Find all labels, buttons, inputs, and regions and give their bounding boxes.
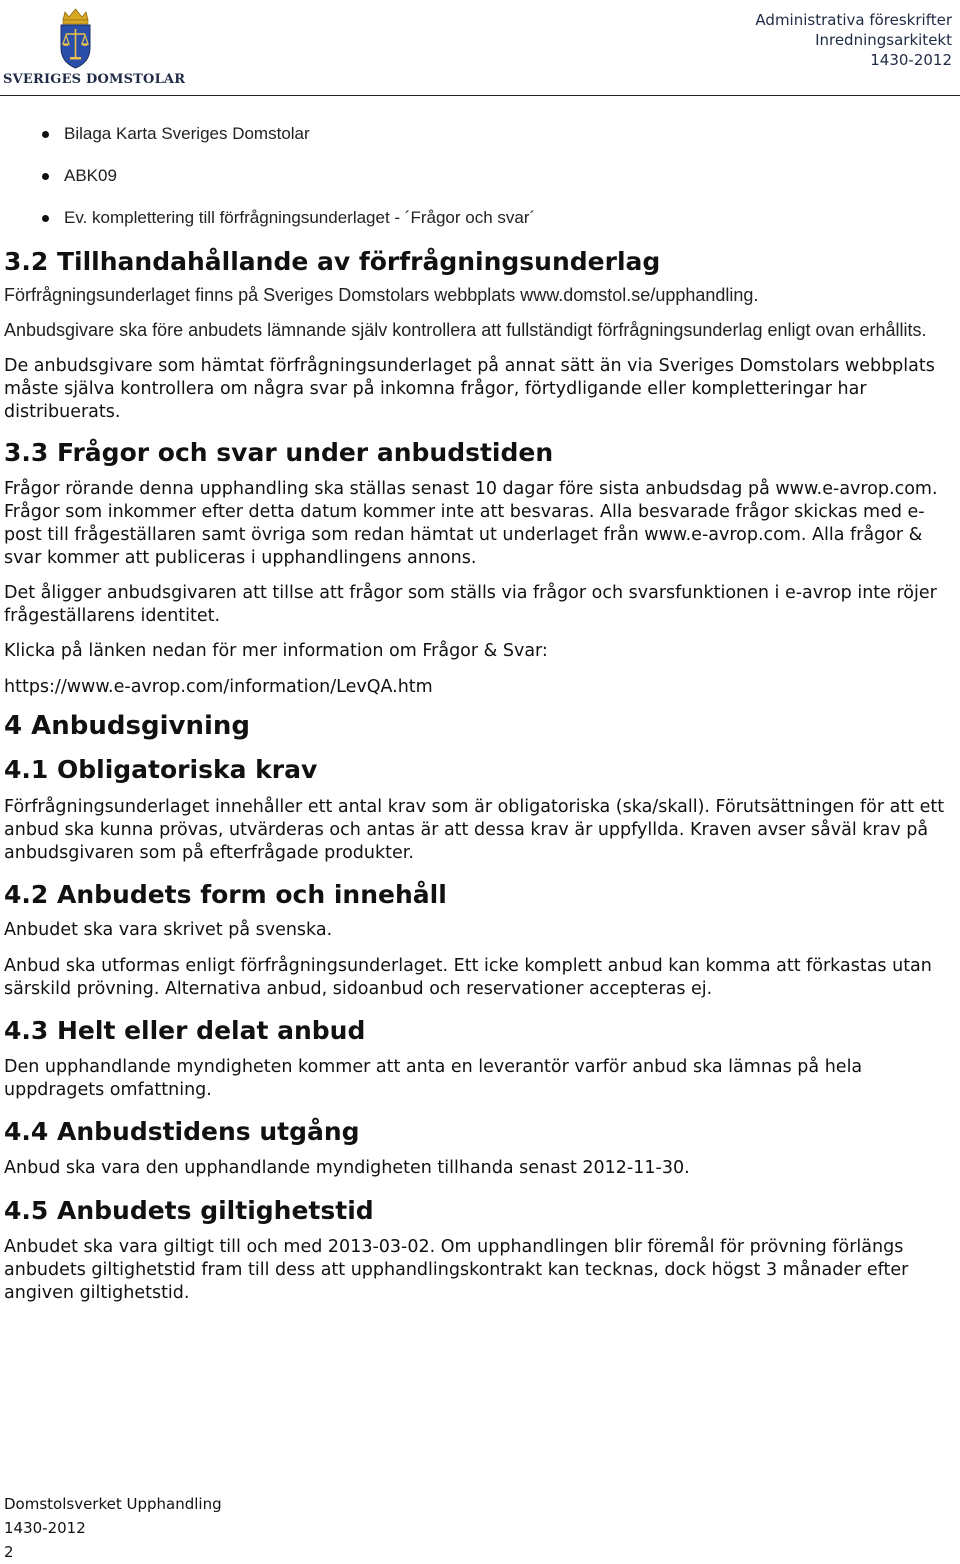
section-heading-3-3: 3.3 Frågor och svar under anbudstiden [4, 438, 554, 467]
attachment-list [38, 122, 535, 248]
paragraph: Förfrågningsunderlaget finns på Sveriges Domstolars webbplats www.domstol.se/upphandling. [4, 285, 759, 305]
header-divider [0, 95, 960, 96]
paragraph: Den upphandlande myndigheten kommer att anta en leverantör varför anbud ska lämnas på hela uppdragets omfattning. [4, 1057, 863, 1100]
coat-of-arms-icon [3, 6, 148, 72]
paragraph: Anbudet ska vara giltigt till och med 2013-03-02. Om upphandlingen blir föremål för prövning förlängs anbudets giltighetstid fram till dess att upphandlingskontrakt kan tecknas, dock högst 3 månader efter angiven giltighetstid. [4, 1237, 909, 1303]
footer-organization: Domstolsverket Upphandling [4, 1495, 222, 1513]
section-heading-4-5: 4.5 Anbudets giltighetstid [4, 1196, 374, 1225]
list-item: Bilaga Karta Sveriges Domstolar [38, 122, 535, 164]
paragraph: Anbudet ska vara skrivet på svenska. [4, 920, 333, 940]
paragraph: Det åligger anbudsgivaren att tillse att frågor som ställs via frågor och svarsfunktionen i e-avrop inte röjer frågeställarens identitet. [4, 583, 937, 626]
section-heading-4-3: 4.3 Helt eller delat anbud [4, 1016, 366, 1045]
paragraph: Anbud ska utformas enligt förfrågningsunderlaget. Ett icke komplett anbud kan komma att förkastas utan särskild prövning. Alternativa anbud, sidoanbud och reservationer accepteras ej. [4, 956, 932, 999]
paragraph: Frågor rörande denna upphandling ska ställas senast 10 dagar före sista anbudsdag på www.e-avrop.com. Frågor som inkommer efter detta datum kommer inte att besvaras. Alla besvarade frågor skickas med e-post till frågeställaren samt övriga som redan hämtat ut underlaget från www.e-avrop.com. Alla frågor & svar kommer att publiceras i upphandlingens annons. [4, 479, 938, 568]
document-meta [755, 10, 952, 70]
paragraph: Anbudsgivare ska före anbudets lämnande själv kontrollera att fullständigt förfrågningsunderlag enligt ovan erhållits. [4, 320, 927, 340]
sveriges-domstolar-logo [3, 6, 186, 88]
doc-subject: Inredningsarkitekt [815, 31, 952, 49]
doc-type: Administrativa föreskrifter [755, 11, 952, 29]
doc-reference: 1430-2012 [870, 51, 952, 69]
paragraph: De anbudsgivare som hämtat förfrågningsunderlaget på annat sätt än via Sveriges Domstolars webbplats måste själva kontrollera om några svar på inkomna frågor, förtydligande eller kompletteringar har distribuerats. [4, 356, 935, 422]
page-number: 2 [4, 1543, 14, 1561]
logo-text: SVERIGES DOMSTOLAR [3, 72, 186, 87]
section-heading-4-1: 4.1 Obligatoriska krav [4, 755, 318, 784]
section-heading-4-4: 4.4 Anbudstidens utgång [4, 1117, 360, 1146]
paragraph: Anbud ska vara den upphandlande myndigheten tillhanda senast 2012-11-30. [4, 1158, 690, 1178]
footer-reference: 1430-2012 [4, 1519, 86, 1537]
page-footer [4, 1492, 222, 1564]
list-item: Ev. komplettering till förfrågningsunderlaget - ´Frågor och svar´ [38, 206, 535, 248]
info-link[interactable]: https://www.e-avrop.com/information/LevQA.htm [4, 677, 433, 697]
section-heading-4: 4 Anbudsgivning [4, 711, 250, 741]
list-item: ABK09 [38, 164, 535, 206]
document-body [4, 245, 956, 1305]
paragraph: Klicka på länken nedan för mer information om Frågor & Svar: [4, 641, 548, 661]
section-heading-3-2: 3.2 Tillhandahållande av förfrågningsunderlag [4, 247, 661, 276]
section-heading-4-2: 4.2 Anbudets form och innehåll [4, 880, 447, 909]
paragraph: Förfrågningsunderlaget innehåller ett antal krav som är obligatoriska (ska/skall). Förutsättningen för att ett anbud ska kunna prövas, utvärderas och antas är att dessa krav är uppfyllda. Kraven avser såväl krav på anbudsgivaren som på efterfrågade produkter. [4, 797, 945, 863]
